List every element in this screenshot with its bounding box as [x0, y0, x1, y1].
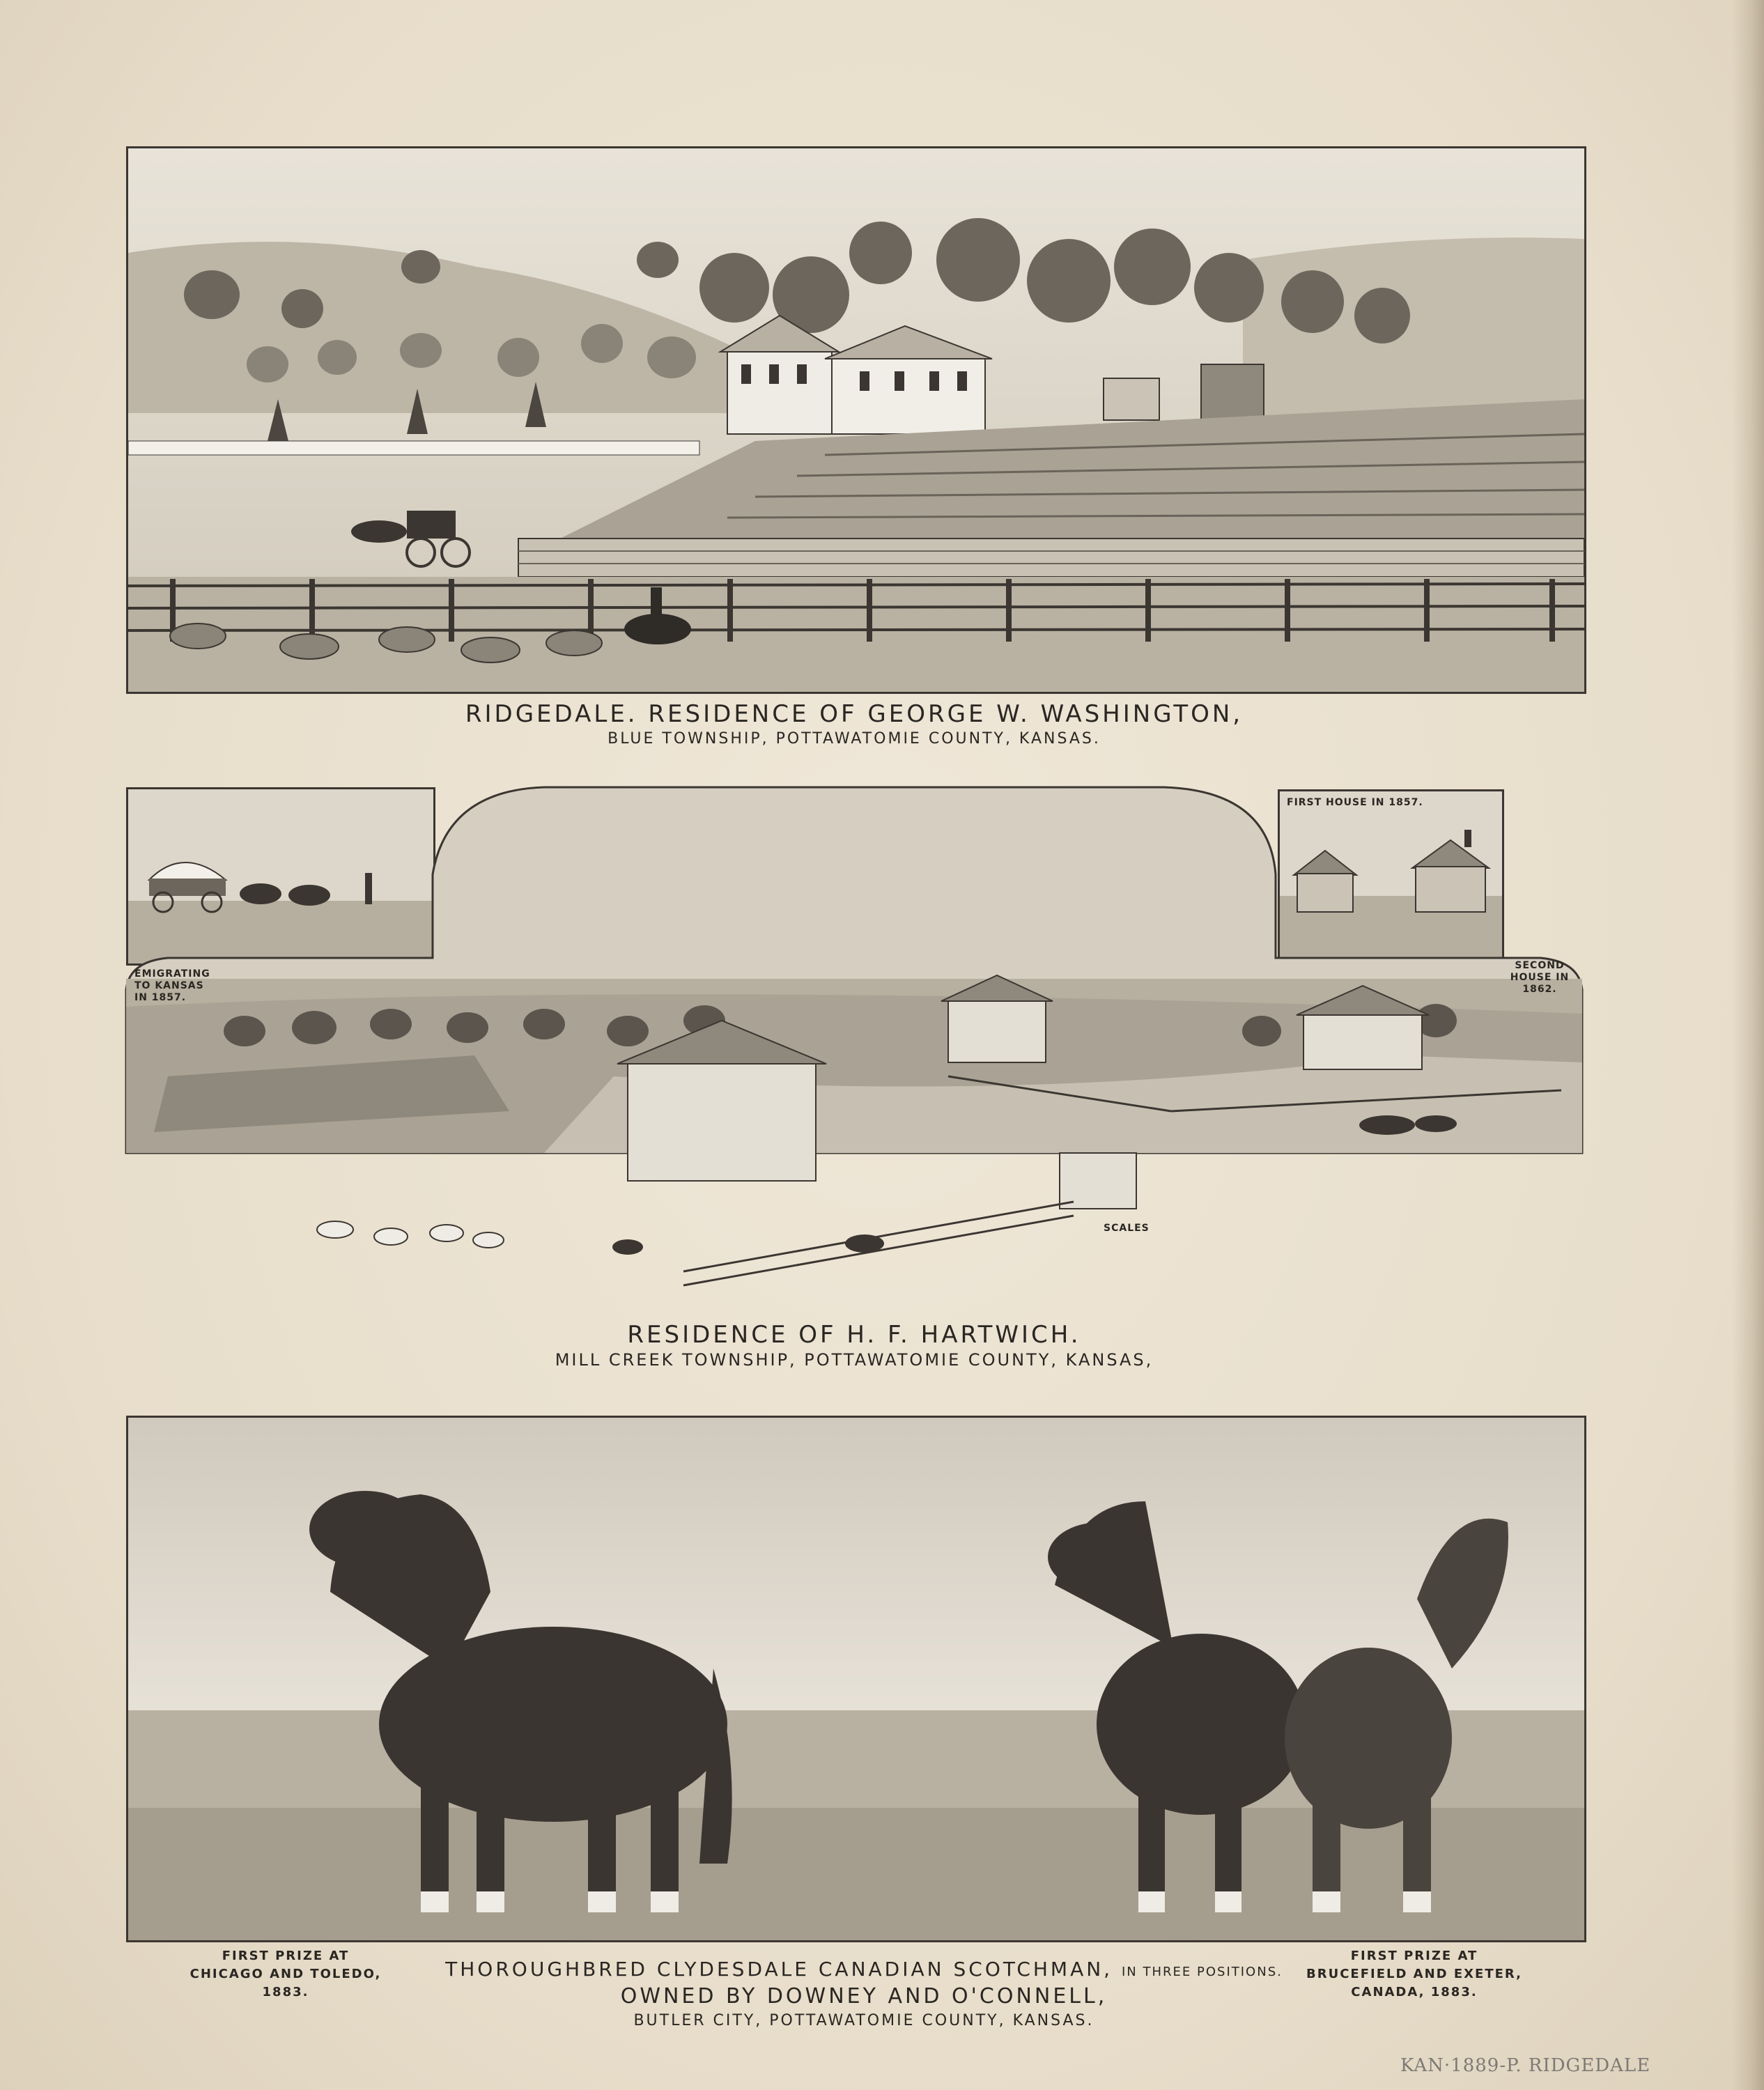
- three-horses-scene: [128, 1418, 1584, 1940]
- plate-bottom-caption-line2: OWNED BY DOWNEY AND O'CONNELL,: [620, 1984, 1108, 2008]
- plate-ridgedale-illustration: [126, 146, 1586, 694]
- right-prize-line2: BRUCEFIELD AND EXETER,: [1306, 1967, 1522, 1981]
- archive-pencil-note: KAN·1889-P. RIDGEDALE: [1400, 2055, 1651, 2076]
- inset-first-house-label: FIRST HOUSE IN 1857.: [1287, 797, 1423, 808]
- plate-clydesdale-illustration: [126, 1416, 1586, 1942]
- left-prize-line3: 1883.: [262, 1985, 309, 1999]
- scales-sign: SCALES: [1104, 1223, 1150, 1234]
- plate-bottom-caption-small: IN THREE POSITIONS.: [1122, 1965, 1283, 1979]
- left-prize-line1: FIRST PRIZE AT: [222, 1949, 350, 1963]
- left-prize-line2: CHICAGO AND TOLEDO,: [189, 1967, 382, 1981]
- hartwich-farm-scene: [126, 784, 1582, 1153]
- plate-hartwich-illustration: [126, 784, 1582, 1153]
- plate-middle-caption-line2: MILL CREEK TOWNSHIP, POTTAWATOMIE COUNTY, KANSAS,: [555, 1350, 1154, 1370]
- inset-emigrating-note: EMIGRATING TO KANSAS IN 1857.: [134, 968, 210, 1003]
- inset-second-house-note: SECOND HOUSE IN 1862.: [1510, 960, 1570, 995]
- right-prize-note: [1296, 1947, 1533, 2002]
- plate-top-caption-line1: RIDGEDALE. RESIDENCE OF GEORGE W. WASHINGTON,: [465, 700, 1244, 728]
- paper-edge-stain: [1732, 0, 1764, 2090]
- right-prize-line3: CANADA, 1883.: [1351, 1985, 1478, 1999]
- plate-bottom-caption-line1: [418, 1958, 1310, 1981]
- right-prize-line1: FIRST PRIZE AT: [1350, 1949, 1478, 1963]
- plate-bottom-caption-line3: BUTLER CITY, POTTAWATOMIE COUNTY, KANSAS.: [633, 2012, 1094, 2029]
- plate-middle-caption-line1: RESIDENCE OF H. F. HARTWICH.: [627, 1321, 1081, 1349]
- plate-bottom-caption-main: THOROUGHBRED CLYDESDALE CANADIAN SCOTCHMAN,: [445, 1958, 1113, 1981]
- plate-top-caption-line2: BLUE TOWNSHIP, POTTAWATOMIE COUNTY, KANSAS.: [608, 730, 1101, 748]
- left-prize-note: [174, 1947, 397, 2002]
- ridgedale-farm-scene: [128, 148, 1584, 692]
